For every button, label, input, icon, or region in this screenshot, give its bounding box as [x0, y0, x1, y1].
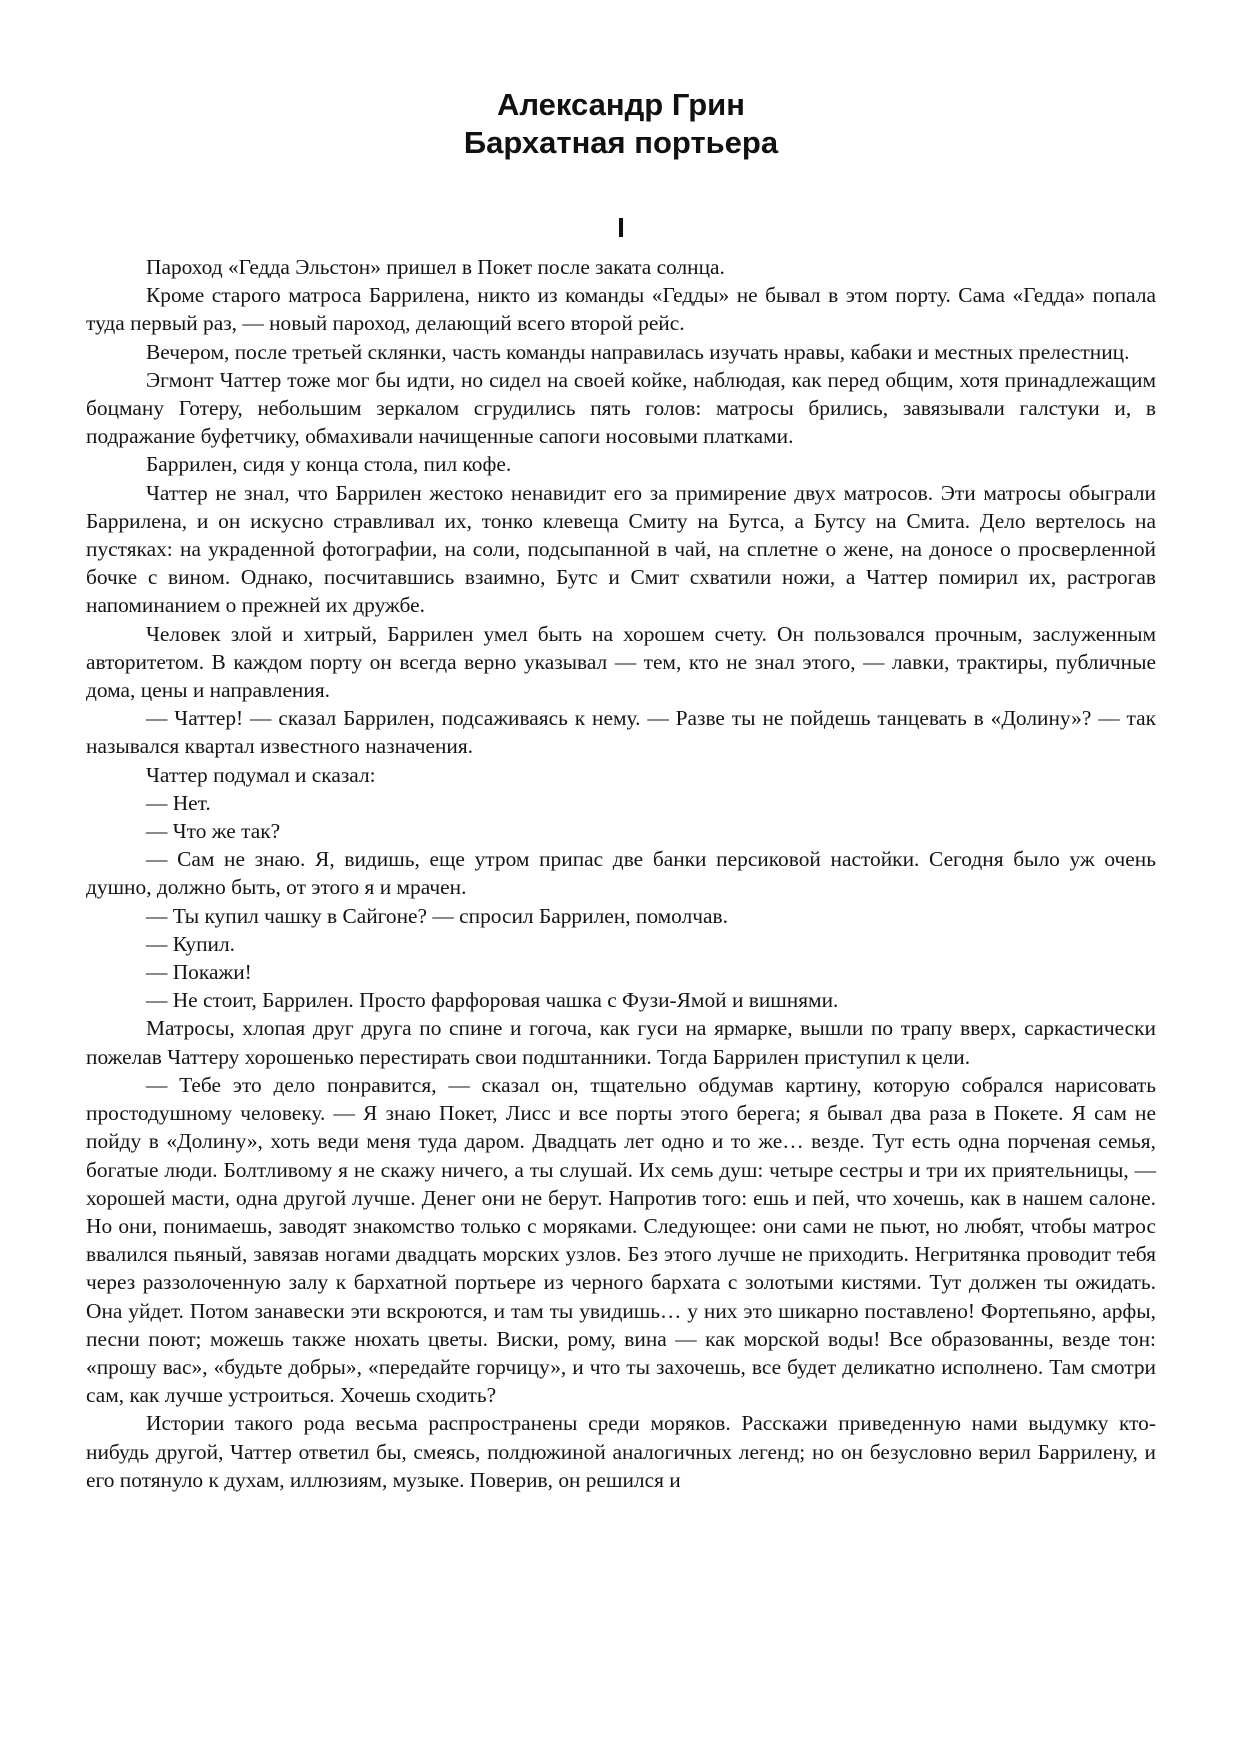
paragraph: Пароход «Гедда Эльстон» пришел в Покет после заката солнца. [146, 255, 725, 279]
paragraph: Кроме старого матроса Баррилена, никто из команды «Гедды» не бывал в этом порту. Сама «Гедда» попала туда первый раз, — новый пароход, делающий всего второй рейс. [86, 283, 1156, 336]
paragraph: — Чаттер! — сказал Баррилен, подсаживаясь к нему. — Разве ты не пойдешь танцевать в «Долину»? — так назывался квартал известного назначения. [86, 706, 1156, 759]
paragraph: — Покажи! [146, 960, 252, 985]
paragraph: Чаттер подумал и сказал: [146, 762, 376, 787]
paragraph: — Не стоит, Баррилен. Просто фарфоровая чашка с Фузи-Ямой и вишнями. [146, 988, 839, 1013]
paragraph: Вечером, после третьей склянки, часть команды направилась изучать нравы, кабаки и местных прелестниц. [146, 339, 1130, 364]
paragraph: Чаттер не знал, что Баррилен жестоко ненавидит его за примирение двух матросов. Эти матросы обыграли Баррилена, и он искусно стравливал их, тонко клевеща Смиту на Бутса, а Бутсу на Смита. Дело вертелось на пустяках: на украденной фотографии, на соли, подсыпанной в чай, на сплетне о жене, на доносе о просверленной бочке с вином. Однако, посчитавшись взаимно, Бутс и Смит схватили ножи, а Чаттер помирил их, растрогав напоминанием о прежней их дружбе. [86, 480, 1156, 618]
paragraph: Эгмонт Чаттер тоже мог бы идти, но сидел на своей койке, наблюдая, как перед общим, хотя принадлежащим боцману Готеру, небольшим зеркалом сгрудились пять голов: матросы брились, завязывали галстуки и, в подражание буфетчику, обмахивали начищенные сапоги носовыми платками. [86, 367, 1156, 449]
story-title: Бархатная портьера [463, 125, 779, 160]
paragraph: — Нет. [146, 790, 211, 815]
document-header [0, 86, 1242, 245]
paragraph: Истории такого рода весьма распространены среди моряков. Расскажи приведенную нами выдумку кто-нибудь другой, Чаттер ответил бы, смеясь, полдюжиной аналогичных легенд; но он безусловно верил Баррилену, и его потянуло к духам, иллюзиям, музыке. Поверив, он решился и [86, 1411, 1156, 1492]
chapter-heading: I [617, 212, 625, 243]
paragraph: — Ты купил чашку в Сайгоне? — спросил Баррилен, помолчав. [146, 903, 728, 928]
paragraph: — Тебе это дело понравится, — сказал он, тщательно обдумав картину, которую собрался нарисовать простодушному человеку. — Я знаю Покет, Лисс и все порты этого берега; я бывал два раза в Покете. Я сам не пойду в «Долину», хоть веди меня туда даром. Двадцать лет одно и то же… везде. Тут есть одна порченая семья, богатые люди. Болтливому я не скажу ничего, а ты слушай. Их семь душ: четыре сестры и три их приятельницы, — хорошей масти, одна другой лучше. Денег они не берут. Напротив того: ешь и пей, что хочешь, как в нашем салоне. Но они, понимаешь, заводят знакомство только с моряками. Следующее: они сами не пьют, но любят, чтобы матрос ввалился пьяный, завязав ногами двадцать морских узлов. Без этого лучше не приходить. Негритянка проводит тебя через раззолоченную залу к бархатной портьере из черного бархата с золотыми кистями. Тут должен ты ожидать. Она уйдет. Потом занавески эти вскроются, и там ты увидишь… у них это шикарно поставлено! Фортепьяно, арфы, песни поют; можешь также нюхать цветы. Виски, рому, вина — как морской воды! Все образованны, везде тон: «прошу вас», «будьте добры», «передайте горчицу», и что ты захочешь, все будет деликатно исполнено. Там смотри сам, как лучше устроиться. Хочешь сходить? [86, 1072, 1156, 1408]
paragraph: Баррилен, сидя у конца стола, пил кофе. [146, 452, 512, 477]
paragraph: — Что же так? [146, 819, 281, 844]
paragraph: — Сам не знаю. Я, видишь, еще утром припас две банки персиковой настойки. Сегодня было уж очень душно, должно быть, от этого я и мрачен. [86, 847, 1156, 900]
paragraph: — Купил. [146, 931, 236, 956]
paragraph: Матросы, хлопая друг друга по спине и гогоча, как гуси на ярмарке, вышли по трапу вверх, саркастически пожелав Чаттеру хорошенько перестирать свои подштанники. Тогда Баррилен приступил к цели. [86, 1016, 1156, 1069]
story-body [86, 253, 1156, 1494]
author-name: Александр Грин [497, 87, 745, 122]
paragraph: Человек злой и хитрый, Баррилен умел быть на хорошем счету. Он пользовался прочным, заслуженным авторитетом. В каждом порту он всегда верно указывал — тем, кто не знал этого, — лавки, трактиры, публичные дома, цены и направления. [86, 621, 1156, 703]
